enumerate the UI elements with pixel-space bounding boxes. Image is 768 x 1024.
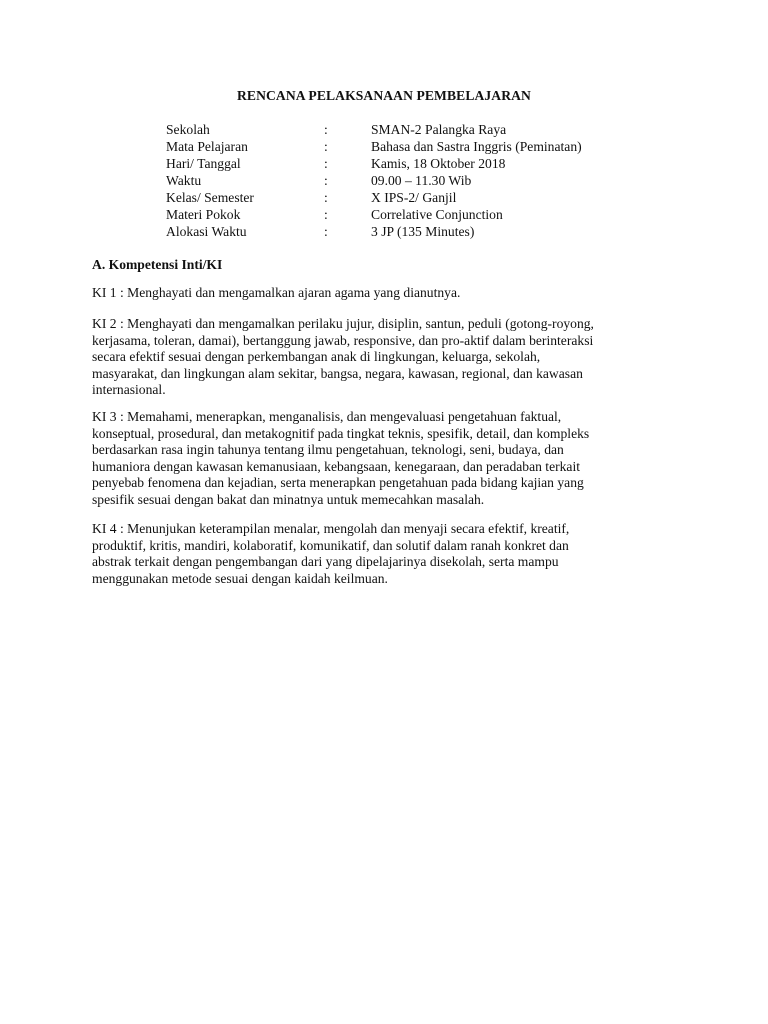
info-label: Sekolah [166,122,210,137]
info-value: 09.00 – 11.30 Wib [371,173,472,188]
document-title: RENCANA PELAKSANAAN PEMBELAJARAN [237,88,531,103]
ki-2-paragraph [92,316,680,399]
paragraph-line: kerjasama, toleran, damai), bertanggung jawab, responsive, dan pro-aktif dalam berinteraksi [92,332,594,348]
paragraph-line: berdasarkan rasa ingin tahunya tentang ilmu pengetahuan, teknologi, seni, budaya, dan [92,442,564,458]
info-label: Kelas/ Semester [166,190,254,205]
info-value: SMAN-2 Palangka Raya [371,122,507,137]
info-colon: : [324,190,328,205]
paragraph-line: KI 2 : Menghayati dan mengamalkan perilaku jujur, disiplin, santun, peduli (gotong-royong, [92,316,594,331]
info-row-subject [166,138,646,155]
info-label: Waktu [166,173,202,188]
info-row-class-semester [166,189,646,206]
paragraph-line: menggunakan metode sesuai dengan kaidah keilmuan. [92,570,388,586]
info-label: Alokasi Waktu [166,224,247,239]
info-label: Hari/ Tanggal [166,156,241,171]
paragraph-line: konseptual, prosedural, dan metakognitif pada tingkat teknis, spesifik, detail, dan kompleks [92,425,590,441]
info-value: Bahasa dan Sastra Inggris (Peminatan) [371,139,582,154]
info-row-time-allocation [166,223,646,240]
paragraph-line: KI 4 : Menunjukan keterampilan menalar, mengolah dan menyaji secara efektif, kreatif, [92,521,570,536]
paragraph-line: penyebab fenomena dan kejadian, serta menerapkan pengetahuan pada bidang kajian yang [92,475,584,491]
info-row-time [166,172,646,189]
paragraph-line: produktif, kritis, mandiri, kolaboratif, komunikatif, dan solutif dalam ranah konkret dan [92,537,569,553]
paragraph-line: secara efektif sesuai dengan perkembangan anak di lingkungan, keluarga, sekolah, [92,349,541,365]
paragraph-line: masyarakat, dan lingkungan alam sekitar, bangsa, negara, kawasan, regional, dan kawasan [92,365,583,381]
info-row-school [166,121,646,138]
info-label: Mata Pelajaran [166,139,248,154]
info-colon: : [324,173,328,188]
info-value: 3 JP (135 Minutes) [371,224,475,239]
info-value: Kamis, 18 Oktober 2018 [371,156,506,171]
info-row-date [166,155,646,172]
ki-4-paragraph [92,521,680,587]
paragraph-line: KI 3 : Memahami, menerapkan, menganalisis, dan mengevaluasi pengetahuan faktual, [92,409,562,424]
info-colon: : [324,224,328,239]
info-row-topic [166,206,646,223]
ki-3-paragraph [92,409,680,509]
info-value: Correlative Conjunction [371,207,503,222]
section-a-heading: A. Kompetensi Inti/KI [92,257,223,272]
info-label: Materi Pokok [166,207,241,222]
info-colon: : [324,156,328,171]
info-colon: : [324,122,328,137]
info-colon: : [324,139,328,154]
lesson-info-table [166,121,646,240]
ki-1-paragraph [92,285,680,302]
paragraph-line: abstrak terkait dengan pengembangan dari yang dipelajarinya disekolah, serta mampu [92,554,559,570]
paragraph-line: internasional. [92,382,166,398]
info-colon: : [324,207,328,222]
paragraph-line: spesifik sesuai dengan bakat dan minatnya untuk memecahkan masalah. [92,491,485,507]
paragraph-line: KI 1 : Menghayati dan mengamalkan ajaran agama yang dianutnya. [92,285,461,300]
info-value: X IPS-2/ Ganjil [371,190,457,205]
paragraph-line: humaniora dengan kawasan kemanusiaan, kebangsaan, kenegaraan, dan peradaban terkait [92,458,581,474]
